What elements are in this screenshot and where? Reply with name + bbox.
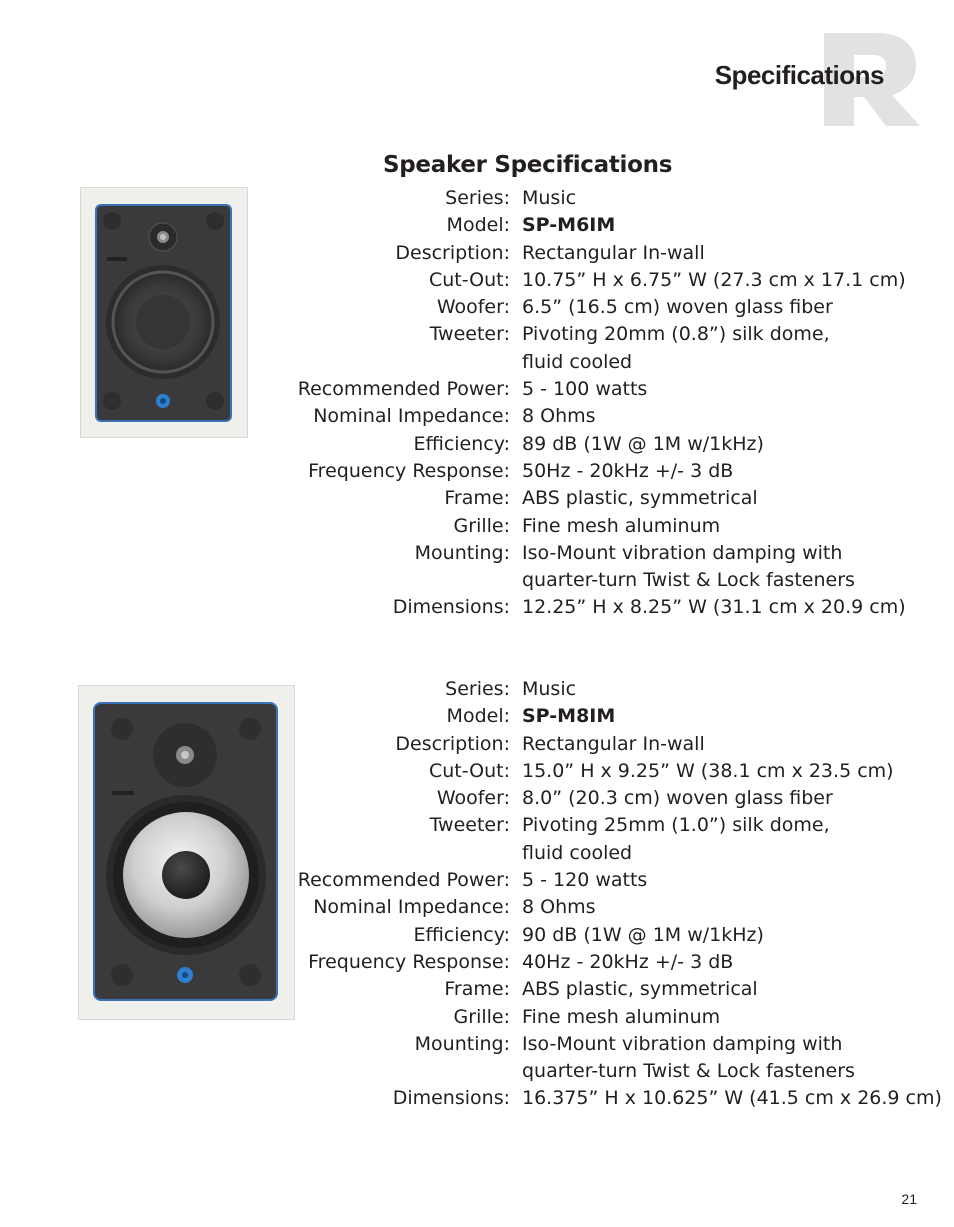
section-heading: Speaker Specifications [383,152,673,178]
spec-row [0,731,954,758]
spec-label: Mounting: [414,541,510,564]
spec-value: Rectangular In-wall [522,241,705,264]
spec-row [0,240,954,267]
spec-value-continued: fluid cooled [522,841,633,864]
spec-label: Recommended Power: [297,378,510,401]
spec-value: 89 dB (1W @ 1M w/1kHz) [522,432,764,455]
spec-row-continued [0,567,954,594]
spec-value: 50Hz - 20kHz +/- 3 dB [522,459,734,482]
spec-value: Music [522,678,577,700]
spec-label: Frequency Response: [308,950,510,973]
spec-value: 90 dB (1W @ 1M w/1kHz) [522,923,764,946]
spec-table-sp-m6im [0,185,954,622]
spec-value: Iso-Mount vibration damping with [522,1032,843,1055]
spec-value-continued: quarter-turn Twist & Lock fasteners [522,569,855,592]
spec-value: Music [522,187,577,209]
spec-row-continued [0,349,954,376]
spec-value: 12.25” H x 8.25” W (31.1 cm x 20.9 cm) [522,596,906,619]
spec-label: Efficiency: [413,923,510,946]
spec-row [0,922,954,949]
spec-value: 16.375” H x 10.625” W (41.5 cm x 26.9 cm) [522,1087,942,1110]
spec-label: Model: [446,214,510,237]
spec-value-continued: quarter-turn Twist & Lock fasteners [522,1060,855,1083]
page-title: Specifications [714,60,884,90]
spec-value: 5 - 120 watts [522,869,648,892]
spec-table-sp-m8im [0,676,954,1113]
spec-value: Pivoting 25mm (1.0”) silk dome, [522,814,830,837]
spec-value: 8.0” (20.3 cm) woven glass fiber [522,787,833,810]
spec-value: Rectangular In-wall [522,732,705,755]
spec-value: ABS plastic, symmetrical [522,978,758,1001]
spec-row [0,812,954,839]
model-number: SP-M8IM [522,705,616,728]
spec-row [0,212,954,239]
spec-row [0,376,954,403]
spec-value: Iso-Mount vibration damping with [522,541,843,564]
spec-label: Woofer: [436,787,510,810]
spec-row [0,431,954,458]
spec-value: Pivoting 20mm (0.8”) silk dome, [522,323,830,346]
spec-value: 15.0” H x 9.25” W (38.1 cm x 23.5 cm) [522,759,894,782]
spec-row [0,267,954,294]
spec-row [0,458,954,485]
spec-value-continued: fluid cooled [522,350,633,373]
spec-row [0,1004,954,1031]
spec-value: 10.75” H x 6.75” W (27.3 cm x 17.1 cm) [522,268,906,291]
spec-label: Dimensions: [392,1087,510,1110]
spec-row [0,949,954,976]
spec-value: 8 Ohms [522,405,596,428]
spec-label: Tweeter: [429,323,510,346]
spec-row [0,894,954,921]
spec-label: Recommended Power: [297,869,510,892]
spec-label: Nominal Impedance: [313,405,510,428]
spec-label: Grille: [453,1005,510,1028]
spec-value: ABS plastic, symmetrical [522,487,758,510]
spec-label: Cut-Out: [429,759,510,782]
spec-label: Series: [445,678,510,700]
spec-row [0,976,954,1003]
spec-label: Description: [395,732,510,755]
spec-row-continued [0,1058,954,1085]
spec-row [0,867,954,894]
spec-row [0,485,954,512]
spec-row [0,321,954,348]
spec-row [0,785,954,812]
spec-row [0,185,954,212]
model-number: SP-M6IM [522,214,616,237]
page-number: 21 [901,1191,917,1207]
spec-row [0,294,954,321]
spec-label: Frame: [444,978,510,1001]
spec-label: Series: [445,187,510,209]
spec-row [0,1085,954,1112]
spec-label: Frame: [444,487,510,510]
spec-value: Fine mesh aluminum [522,1005,721,1028]
spec-label: Tweeter: [429,814,510,837]
spec-row [0,403,954,430]
spec-row [0,540,954,567]
spec-label: Nominal Impedance: [313,896,510,919]
spec-label: Grille: [453,514,510,537]
spec-value: 40Hz - 20kHz +/- 3 dB [522,950,734,973]
spec-row-continued [0,840,954,867]
spec-label: Description: [395,241,510,264]
spec-label: Frequency Response: [308,459,510,482]
spec-row [0,703,954,730]
spec-value: 5 - 100 watts [522,378,648,401]
spec-label: Efficiency: [413,432,510,455]
spec-row [0,758,954,785]
spec-row [0,676,954,703]
spec-label: Woofer: [436,296,510,319]
spec-value: 8 Ohms [522,896,596,919]
spec-row [0,594,954,621]
spec-row [0,513,954,540]
spec-value: Fine mesh aluminum [522,514,721,537]
spec-label: Model: [446,705,510,728]
spec-value: 6.5” (16.5 cm) woven glass fiber [522,296,833,319]
spec-label: Dimensions: [392,596,510,619]
spec-label: Cut-Out: [429,268,510,291]
spec-row [0,1031,954,1058]
spec-label: Mounting: [414,1032,510,1055]
